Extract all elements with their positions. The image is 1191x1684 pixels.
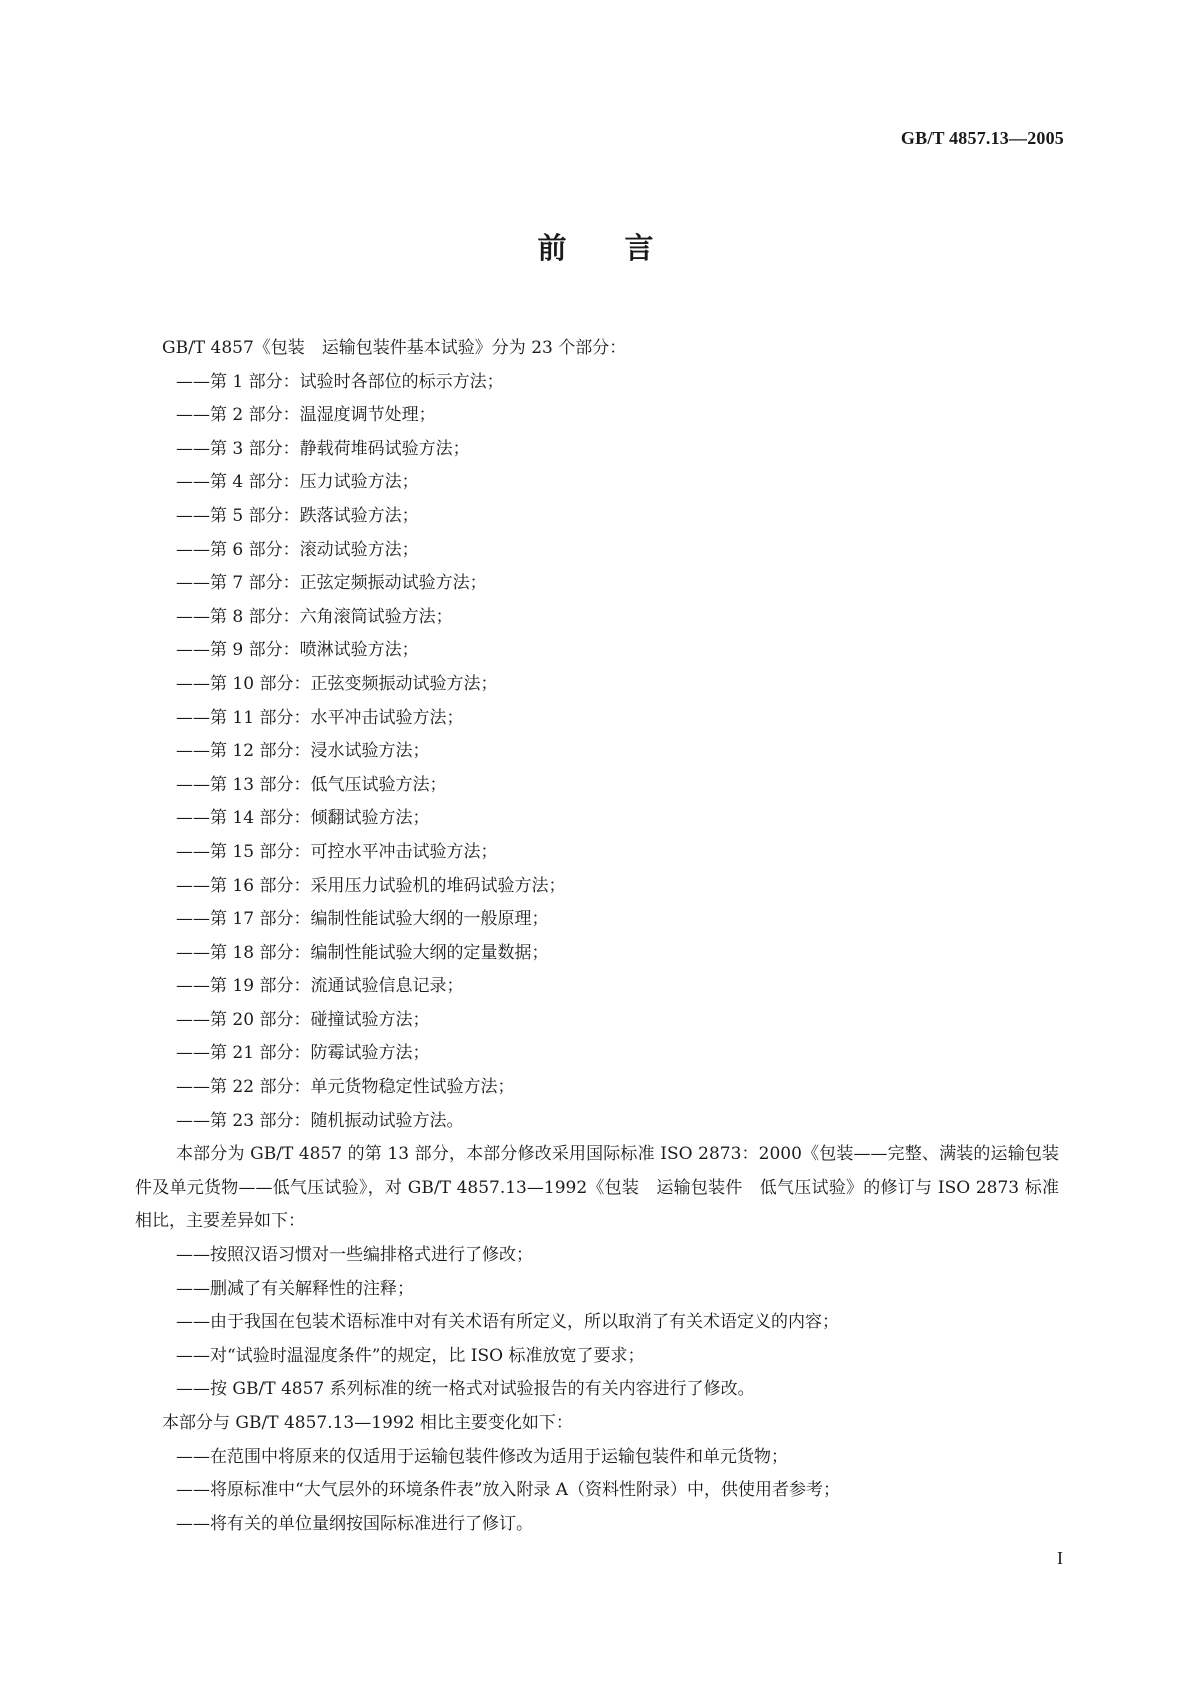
list-item: ——对“试验时温湿度条件”的规定，比 ISO 标准放宽了要求； [176, 1345, 645, 1366]
intro-line: GB/T 4857《包装 运输包装件基本试验》分为 23 个部分： [162, 338, 627, 358]
list-item: ——第 2 部分：温湿度调节处理； [176, 405, 436, 426]
list-item: ——第 23 部分：随机振动试验方法。 [176, 1110, 464, 1131]
list-item: ——由于我国在包装术语标准中对有关术语有所定义，所以取消了有关术语定义的内容； [176, 1312, 839, 1333]
list-item: ——按照汉语习惯对一些编排格式进行了修改； [176, 1245, 533, 1266]
list-item: ——第 8 部分：六角滚筒试验方法； [176, 606, 453, 627]
list-item: ——按 GB/T 4857 系列标准的统一格式对试验报告的有关内容进行了修改。 [176, 1379, 755, 1400]
list-item: ——第 12 部分：浸水试验方法； [176, 741, 430, 762]
list-item: ——第 18 部分：编制性能试验大纲的定量数据； [176, 942, 549, 963]
list-item: ——第 11 部分：水平冲击试验方法； [176, 707, 464, 728]
list-item: ——第 6 部分：滚动试验方法； [176, 539, 419, 560]
list-item: ——第 22 部分：单元货物稳定性试验方法； [176, 1077, 515, 1098]
preface-body [135, 332, 1059, 1541]
list-item: ——将有关的单位量纲按国际标准进行了修订。 [176, 1513, 533, 1534]
page-title: 前言 [537, 231, 712, 265]
list-item: ——第 1 部分：试验时各部位的标示方法； [176, 371, 504, 392]
iso-differences-list [135, 1239, 1059, 1407]
list-item: ——将原标准中“大气层外的环境条件表”放入附录 A（资料性附录）中，供使用者参考； [176, 1480, 841, 1501]
list-item: ——第 3 部分：静载荷堆码试验方法； [176, 438, 470, 459]
list-item: ——第 4 部分：压力试验方法； [176, 472, 419, 493]
list-item: ——第 17 部分：编制性能试验大纲的一般原理； [176, 909, 549, 930]
list-item: ——第 7 部分：正弦定频振动试验方法； [176, 573, 487, 594]
list-item: ——在范围中将原来的仅适用于运输包装件修改为适用于运输包装件和单元货物； [176, 1446, 788, 1467]
list-item: ——第 14 部分：倾翻试验方法； [176, 808, 430, 829]
changes-list [135, 1441, 1059, 1542]
list-item: ——第 15 部分：可控水平冲击试验方法； [176, 841, 498, 862]
list-item: ——第 21 部分：防霉试验方法； [176, 1043, 430, 1064]
list-item: ——第 10 部分：正弦变频振动试验方法； [176, 673, 498, 694]
list-item: ——第 13 部分：低气压试验方法； [176, 774, 447, 795]
standard-code: GB/T 4857.13—2005 [900, 128, 1064, 148]
iso-adoption-paragraph: 本部分为 GB/T 4857 的第 13 部分，本部分修改采用国际标准 ISO 2873：2000《包装——完整、满装的运输包装件及单元货物——低气压试验》，对 GB/T 4857.13—1992《包装 运输包装件 低气压试验》的修订与 ISO 2873 标准相比，主要差异如下： [135, 1144, 1059, 1232]
parts-list [135, 366, 1059, 1139]
changes-intro: 本部分与 GB/T 4857.13—1992 相比主要变化如下： [162, 1413, 573, 1433]
list-item: ——第 19 部分：流通试验信息记录； [176, 976, 464, 997]
list-item: ——删减了有关解释性的注释； [176, 1278, 414, 1299]
list-item: ——第 9 部分：喷淋试验方法； [176, 640, 419, 661]
list-item: ——第 20 部分：碰撞试验方法； [176, 1009, 430, 1030]
page-number: I [1057, 1548, 1063, 1568]
list-item: ——第 16 部分：采用压力试验机的堆码试验方法； [176, 875, 566, 896]
list-item: ——第 5 部分：跌落试验方法； [176, 505, 419, 526]
